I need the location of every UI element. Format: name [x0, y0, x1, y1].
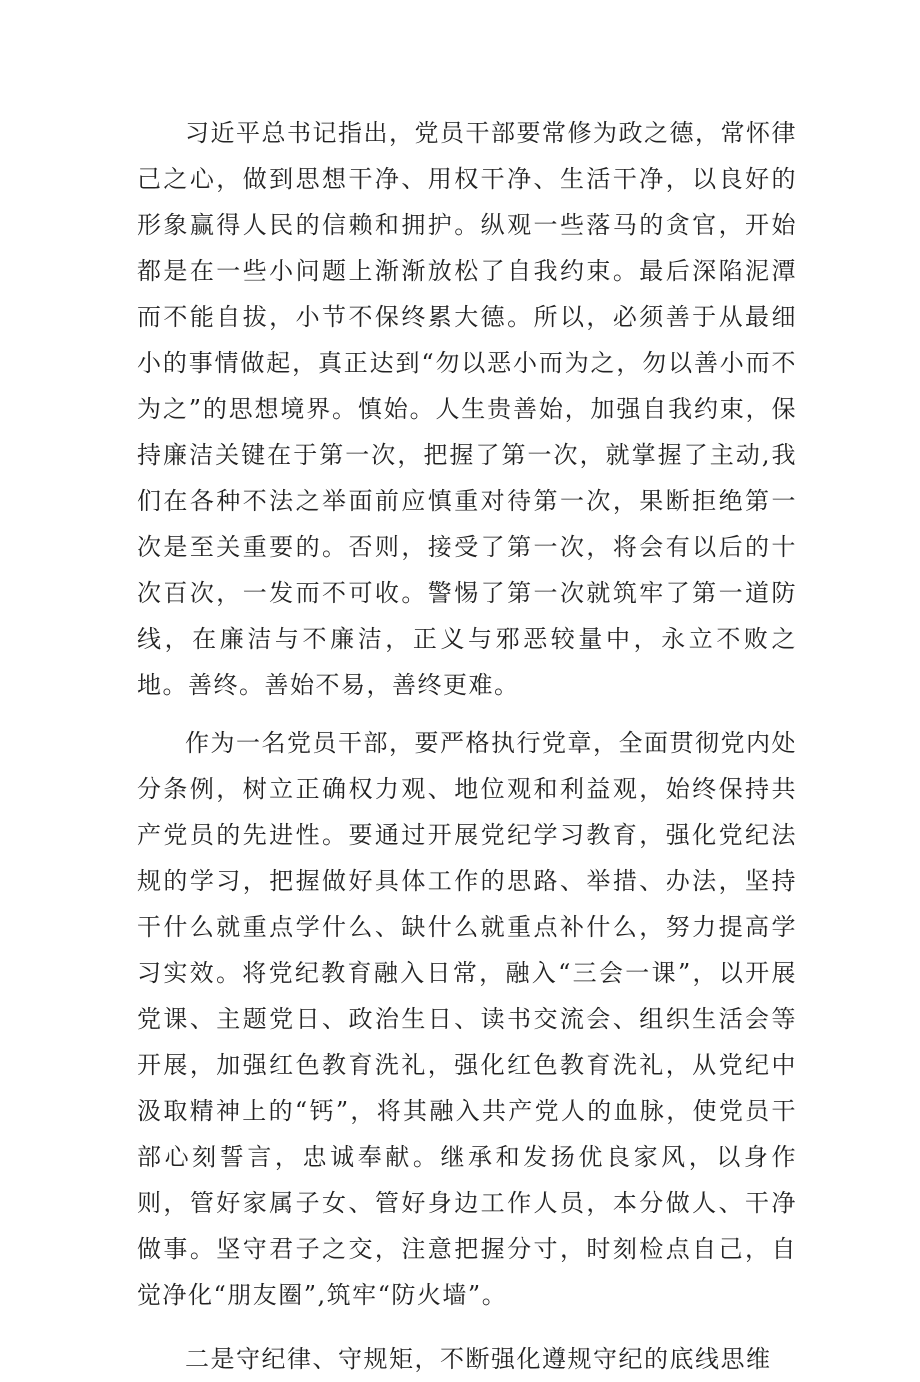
section-heading: 二是守纪律、守规矩，不断强化遵规守纪的底线思维 — [185, 1345, 772, 1373]
paragraph-2: 作为一名党员干部，要严格执行党章，全面贯彻党内处分条例，树立正确权力观、地位观和利益观，始终保持共产党员的先进性。要通过开展党纪学习教育，强化党纪法规的学习，把握做好具体工作的思路、举措、办法，坚持干什么就重点学什么、缺什么就重点补什么，努力提高学习实效。将党纪教育融入日常，融入“三会一课”，以开展党课、主题党日、政治生日、读书交流会、组织生活会等开展，加强红色教育洗礼，强化红色教育洗礼，从党纪中汲取精神上的“钙”，将其融入共产党人的血脉，使党员干部心刻誓言，忠诚奉献。继承和发扬优良家风，以身作则，管好家属子女、管好身边工作人员，本分做人、干净做事。坚守君子之交，注意把握分寸，时刻检点自己，自觉净化“朋友圈”,筑牢“防火墙”。 — [137, 729, 797, 1309]
paragraph-1: 习近平总书记指出，党员干部要常修为政之德，常怀律己之心，做到思想干净、用权干净、生活干净，以良好的形象赢得人民的信赖和拥护。纵观一些落马的贪官，开始都是在一些小问题上渐渐放松了自我约束。最后深陷泥潭而不能自拔，小节不保终累大德。所以，必须善于从最细小的事情做起，真正达到“勿以恶小而为之，勿以善小而不为之”的思想境界。慎始。人生贵善始，加强自我约束，保持廉洁关键在于第一次，把握了第一次，就掌握了主动,我们在各种不法之举面前应慎重对待第一次，果断拒绝第一次是至关重要的。否则，接受了第一次，将会有以后的十次百次，一发而不可收。警惕了第一次就筑牢了第一道防线，在廉洁与不廉洁，正义与邪恶较量中，永立不败之地。善终。善始不易，善终更难。 — [137, 119, 797, 699]
document-body — [137, 110, 797, 1382]
